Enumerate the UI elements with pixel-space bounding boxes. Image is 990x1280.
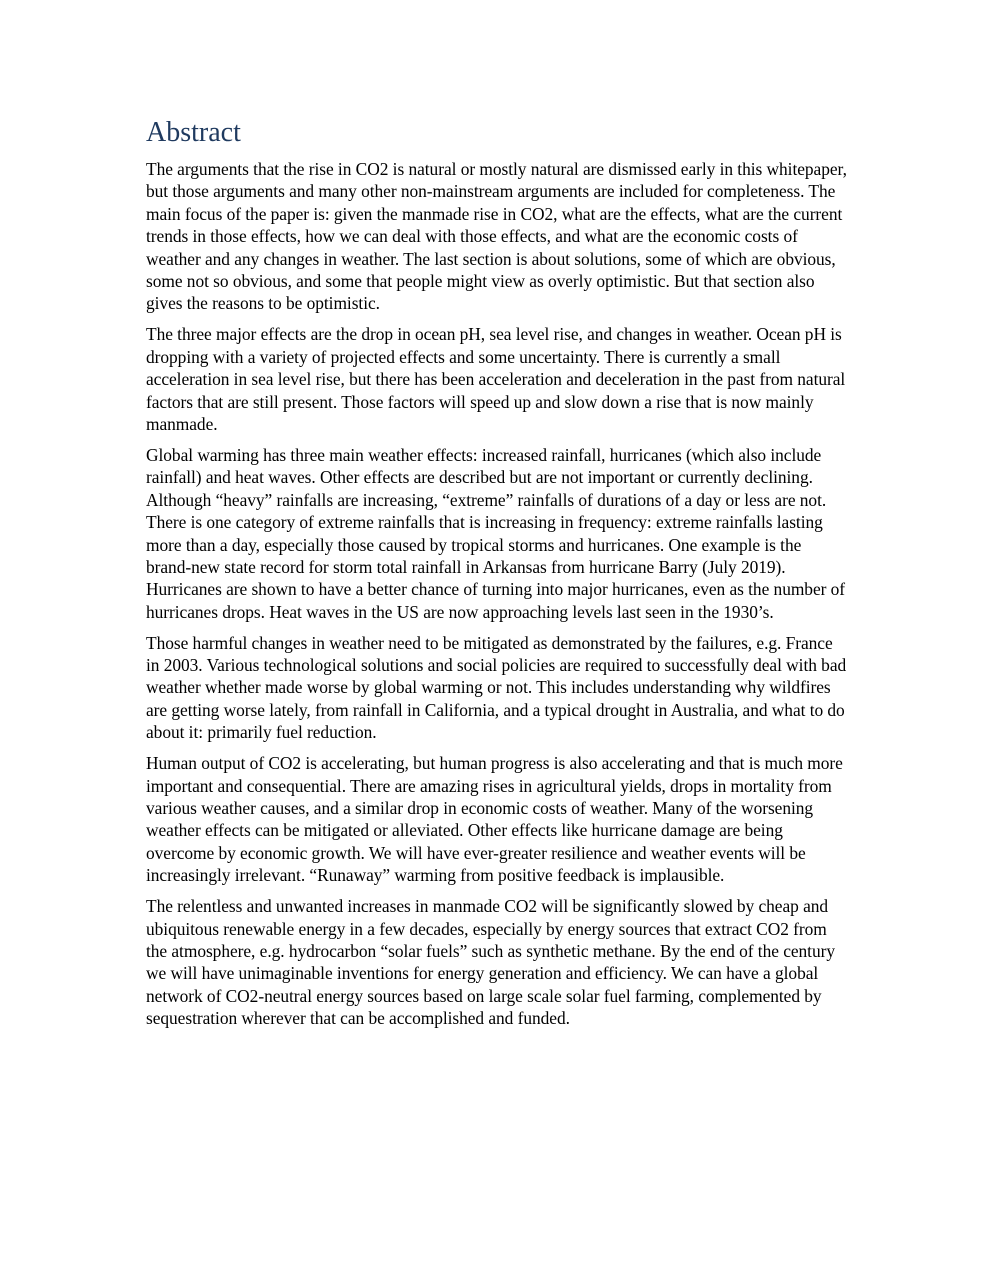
paragraph-2: The three major effects are the drop in ocean pH, sea level rise, and changes in weather. Ocean pH is dropping with a variety of projected effects and some uncertainty. There is currently a small acceleration in sea level rise, but there has been acceleration and deceleration in the past from natural factors that are still present. Those factors will speed up and slow down a rise that is now mainly manmade. (146, 324, 846, 434)
section-heading: Abstract (146, 117, 241, 148)
paragraph-1: The arguments that the rise in CO2 is natural or mostly natural are dismissed early in this whitepaper, but those arguments and many other non-mainstream arguments are included for completeness. The main focus of the paper is: given the manmade rise in CO2, what are the effects, what are the current trends in those effects, how we can deal with those effects, and what are the economic costs of weather and any changes in weather. The last section is about solutions, some of which are obvious, some not so obvious, and some that people might view as overly optimistic. But that section also gives the reasons to be optimistic. (146, 159, 847, 314)
paragraph-6: The relentless and unwanted increases in manmade CO2 will be significantly slowed by cheap and ubiquitous renewable energy in a few decades, especially by energy sources that extract CO2 from the atmosphere, e.g. hydrocarbon “solar fuels” such as synthetic methane. By the end of the century we will have unimaginable inventions for energy generation and efficiency. We can have a global network of CO2-neutral energy sources based on large scale solar fuel farming, complemented by sequestration wherever that can be accomplished and funded. (146, 896, 835, 1029)
paragraph-5: Human output of CO2 is accelerating, but human progress is also accelerating and that is much more important and consequential. There are amazing rises in agricultural yields, drops in mortality from various weather causes, and a similar drop in economic costs of weather. Many of the worsening weather effects can be mitigated or alleviated. Other effects like hurricane damage are being overcome by economic growth. We will have ever-greater resilience and weather events will be increasingly irrelevant. “Runaway” warming from positive feedback is implausible. (146, 753, 843, 886)
paragraph-4: Those harmful changes in weather need to be mitigated as demonstrated by the failures, e.g. France in 2003. Various technological solutions and social policies are required to successfully deal with bad weather whether made worse by global warming or not. This includes understanding why wildfires are getting worse lately, from rainfall in California, and a typical drought in Australia, and what to do about it: primarily fuel reduction. (146, 632, 847, 743)
document-page (146, 114, 848, 1038)
paragraph-3: Global warming has three main weather effects: increased rainfall, hurricanes (which also include rainfall) and heat waves. Other effects are described but are not important or currently declining. Although “heavy” rainfalls are increasing, “extreme” rainfalls of durations of a day or less are not. There is one category of extreme rainfalls that is increasing in frequency: extreme rainfalls lasting more than a day, especially those caused by tropical storms and hurricanes. One example is the brand-new state record for storm total rainfall in Arkansas from hurricane Barry (July 2019). Hurricanes are shown to have a better chance of turning into major hurricanes, even as the number of hurricanes drops. Heat waves in the US are now approaching levels last seen in the 1930’s. (146, 444, 846, 622)
